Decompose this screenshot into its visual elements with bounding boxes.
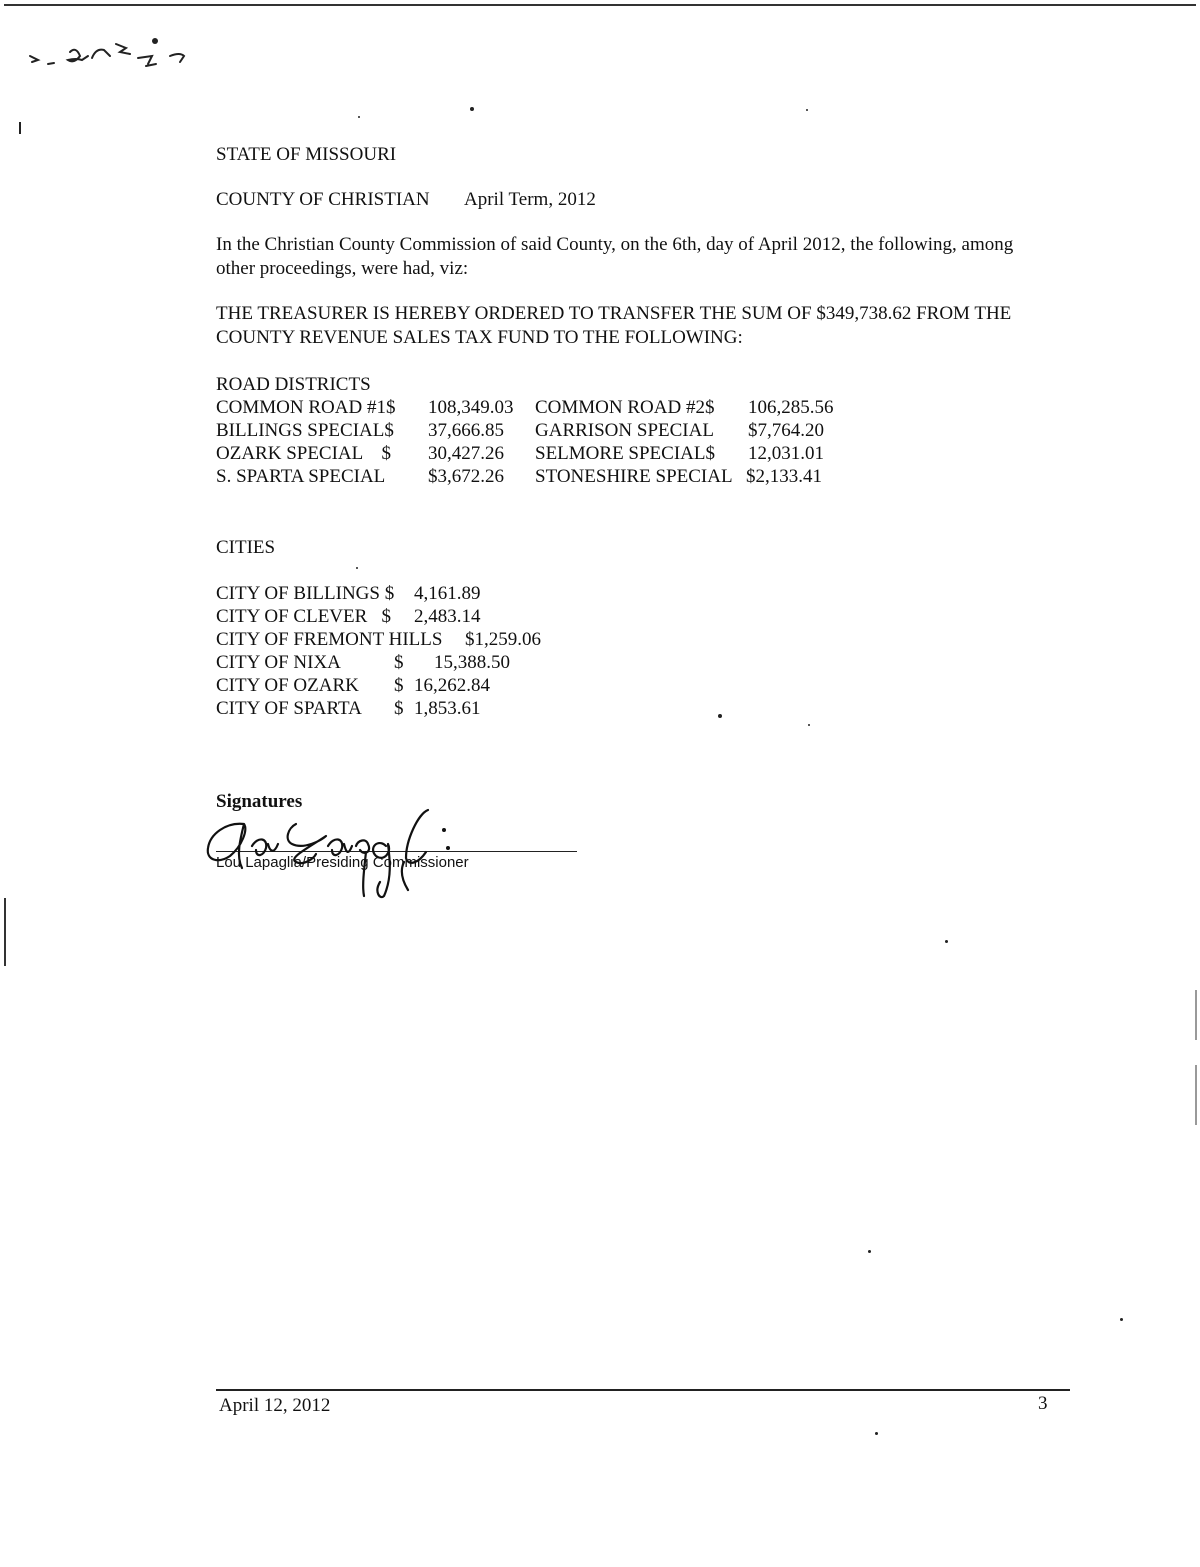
road-district-amount: $3,672.26 [428, 466, 504, 487]
road-district-amount: 108,349.03 [428, 397, 514, 418]
city-dollar-sign: $ [394, 652, 404, 673]
page-number: 3 [1038, 1393, 1048, 1414]
footer-rule [216, 1389, 1070, 1391]
road-district-amount: 37,666.85 [428, 420, 504, 441]
road-district-amount: 12,031.01 [748, 443, 824, 464]
road-district-amount: 106,285.56 [748, 397, 834, 418]
signatures-heading: Signatures [216, 791, 303, 812]
cities-heading: CITIES [216, 537, 276, 558]
scan-speck [806, 109, 808, 111]
scan-speck [470, 107, 474, 111]
road-district-amount: $7,764.20 [748, 420, 824, 441]
city-label: CITY OF SPARTA [216, 698, 362, 719]
city-dollar-sign: $ [394, 698, 404, 719]
scan-left-tick [19, 122, 21, 134]
road-districts-heading: ROAD DISTRICTS [216, 374, 371, 395]
road-district-label: GARRISON SPECIAL [535, 420, 714, 441]
city-amount: 15,388.50 [434, 652, 510, 673]
scan-speck [868, 1250, 871, 1253]
road-district-label: BILLINGS SPECIAL$ [216, 420, 394, 441]
signer-name: Lou Lapaglia/Presiding Commissioner [216, 854, 469, 871]
road-district-amount: $2,133.41 [746, 466, 822, 487]
road-district-label: STONESHIRE SPECIAL [535, 466, 733, 487]
intro-line: In the Christian County Commission of said County, on the 6th, day of April 2012, the following, among [216, 234, 1014, 255]
road-district-label: OZARK SPECIAL $ [216, 443, 392, 464]
scan-speck [356, 567, 358, 569]
city-amount: 2,483.14 [414, 606, 481, 627]
city-dollar-sign: $ [394, 675, 404, 696]
city-label: CITY OF CLEVER $ [216, 606, 392, 627]
scan-right-edge-mark [1195, 1065, 1197, 1125]
scan-top-border [4, 4, 1196, 6]
road-district-label: SELMORE SPECIAL$ [535, 443, 715, 464]
term-heading: April Term, 2012 [464, 189, 596, 210]
handwritten-corner-mark [20, 32, 200, 77]
city-amount: 16,262.84 [414, 675, 490, 696]
scan-speck [945, 940, 948, 943]
order-line: THE TREASURER IS HEREBY ORDERED TO TRANSFER THE SUM OF $349,738.62 FROM THE [216, 303, 1012, 324]
road-district-label: COMMON ROAD #1$ [216, 397, 396, 418]
scan-speck [808, 724, 810, 726]
city-amount: $1,259.06 [465, 629, 541, 650]
road-district-label: COMMON ROAD #2$ [535, 397, 715, 418]
scan-right-edge-mark [1195, 990, 1197, 1040]
state-heading: STATE OF MISSOURI [216, 144, 397, 165]
city-label: CITY OF OZARK [216, 675, 359, 696]
scan-speck [358, 116, 360, 118]
scan-speck [718, 714, 722, 718]
handwritten-signature [196, 800, 496, 900]
scan-speck [875, 1432, 878, 1435]
order-line: COUNTY REVENUE SALES TAX FUND TO THE FOLLOWING: [216, 327, 743, 348]
city-label: CITY OF NIXA [216, 652, 341, 673]
city-amount: 4,161.89 [414, 583, 481, 604]
intro-line: other proceedings, were had, viz: [216, 258, 469, 279]
footer-date: April 12, 2012 [219, 1395, 331, 1416]
city-label: CITY OF FREMONT HILLS [216, 629, 443, 650]
county-heading: COUNTY OF CHRISTIAN [216, 189, 430, 210]
road-district-label: S. SPARTA SPECIAL [216, 466, 386, 487]
scan-left-edge-mark [4, 898, 6, 966]
scan-speck [1120, 1318, 1123, 1321]
city-label: CITY OF BILLINGS $ [216, 583, 395, 604]
city-amount: 1,853.61 [414, 698, 481, 719]
road-district-amount: 30,427.26 [428, 443, 504, 464]
